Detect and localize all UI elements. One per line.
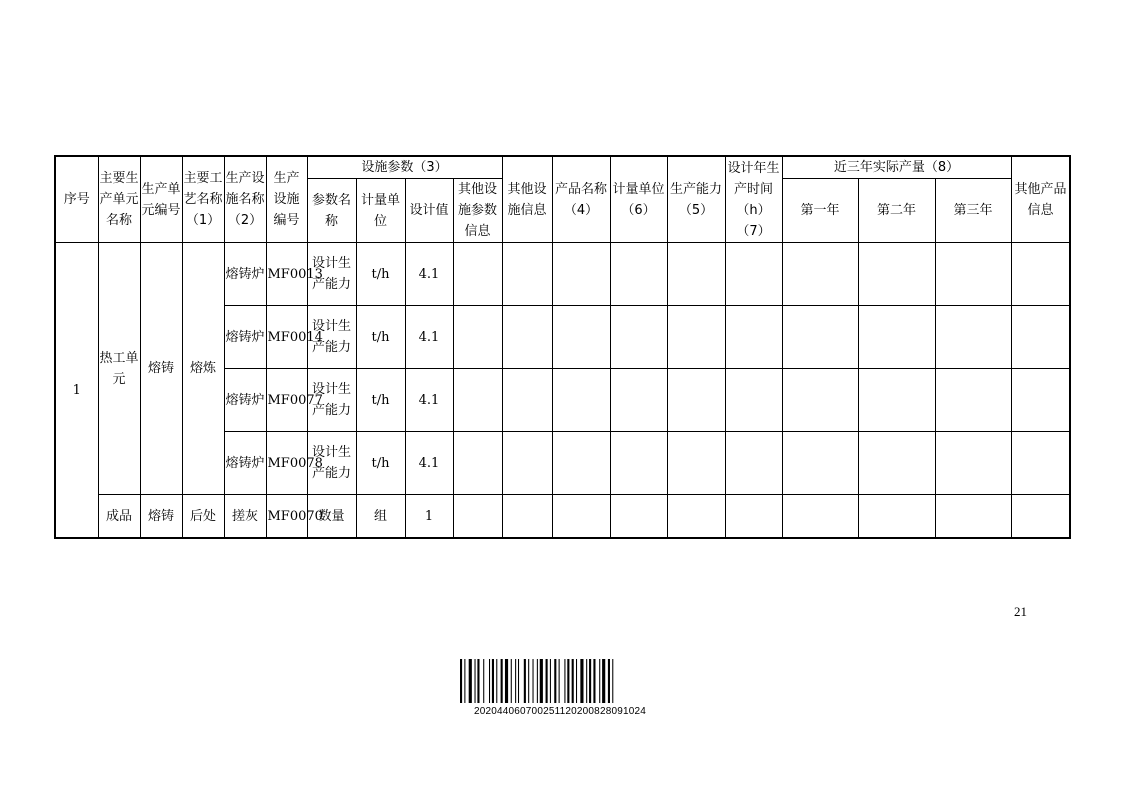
header-seq: 序号: [55, 156, 98, 243]
facility-code-cell: MF0078: [266, 432, 307, 495]
empty-cell: [782, 369, 858, 432]
barcode-icon: [460, 659, 660, 703]
header-year2: 第二年: [858, 179, 935, 243]
header-other-product: 其他产品信息: [1011, 156, 1070, 243]
empty-cell: [667, 432, 725, 495]
unit-name-cell: 热工单元: [98, 243, 140, 495]
empty-cell: [782, 306, 858, 369]
header-facility-name: 生产设施名称（2）: [224, 156, 266, 243]
table-row: [55, 495, 1070, 539]
facility-name-cell: 熔铸炉: [224, 369, 266, 432]
unit-cell: t/h: [356, 243, 405, 306]
empty-cell: [1011, 432, 1070, 495]
facility-name-cell: 熔铸炉: [224, 243, 266, 306]
barcode-number: 20204406070025112020082809​1024: [473, 706, 647, 717]
unit-code-cell: 熔铸: [140, 495, 182, 539]
empty-cell: [667, 369, 725, 432]
param-name-cell: 设计生产能力: [307, 306, 356, 369]
header-capacity: 生产能力（5）: [667, 156, 725, 243]
empty-cell: [552, 369, 610, 432]
empty-cell: [858, 243, 935, 306]
empty-cell: [552, 495, 610, 539]
header-year1: 第一年: [782, 179, 858, 243]
header-year3: 第三年: [935, 179, 1011, 243]
header-unit: 计量单位: [356, 179, 405, 243]
empty-cell: [858, 432, 935, 495]
empty-cell: [782, 243, 858, 306]
empty-cell: [502, 369, 552, 432]
empty-cell: [552, 432, 610, 495]
unit-code-cell: 熔铸: [140, 243, 182, 495]
param-name-cell: 设计生产能力: [307, 432, 356, 495]
header-process-name: 主要工艺名称（1）: [182, 156, 224, 243]
empty-cell: [782, 495, 858, 539]
unit-cell: 组: [356, 495, 405, 539]
param-name-cell: 设计生产能力: [307, 369, 356, 432]
empty-cell: [453, 243, 502, 306]
empty-cell: [725, 432, 782, 495]
empty-cell: [725, 243, 782, 306]
header-design-time: 设计年生产时间（h）（7）: [725, 156, 782, 243]
row-seq: 1: [55, 243, 98, 539]
facility-name-cell: 熔铸炉: [224, 306, 266, 369]
param-name-cell: 数量: [307, 495, 356, 539]
design-value-cell: 4.1: [405, 432, 453, 495]
empty-cell: [858, 369, 935, 432]
design-value-cell: 4.1: [405, 306, 453, 369]
unit-cell: t/h: [356, 306, 405, 369]
empty-cell: [610, 432, 667, 495]
facility-code-cell: MF0077: [266, 369, 307, 432]
empty-cell: [725, 306, 782, 369]
process-name-cell: 熔炼: [182, 243, 224, 495]
empty-cell: [935, 369, 1011, 432]
empty-cell: [935, 306, 1011, 369]
empty-cell: [610, 369, 667, 432]
design-value-cell: 1: [405, 495, 453, 539]
empty-cell: [935, 495, 1011, 539]
facility-name-cell: 熔铸炉: [224, 432, 266, 495]
facility-code-cell: MF0014: [266, 306, 307, 369]
header-other-param-info: 其他设施参数信息: [453, 179, 502, 243]
empty-cell: [610, 243, 667, 306]
empty-cell: [610, 306, 667, 369]
empty-cell: [453, 306, 502, 369]
empty-cell: [1011, 495, 1070, 539]
table-row: [55, 243, 1070, 306]
header-other-facility-info: 其他设施信息: [502, 156, 552, 243]
empty-cell: [858, 495, 935, 539]
header-output-three-years: 近三年实际产量（8）: [782, 156, 1011, 179]
header-facility-params: 设施参数（3）: [307, 156, 502, 179]
empty-cell: [1011, 369, 1070, 432]
empty-cell: [858, 306, 935, 369]
empty-cell: [1011, 306, 1070, 369]
header-main-unit-name: 主要生产单元名称: [98, 156, 140, 243]
design-value-cell: 4.1: [405, 243, 453, 306]
header-unit-code: 生产单元编号: [140, 156, 182, 243]
process-name-cell: 后处: [182, 495, 224, 539]
design-value-cell: 4.1: [405, 369, 453, 432]
empty-cell: [725, 495, 782, 539]
header-product-name: 产品名称（4）: [552, 156, 610, 243]
facility-name-cell: 搓灰: [224, 495, 266, 539]
page-number: 21: [1014, 604, 1027, 619]
unit-cell: t/h: [356, 432, 405, 495]
header-product-unit: 计量单位（6）: [610, 156, 667, 243]
unit-name-cell: 成品: [98, 495, 140, 539]
empty-cell: [935, 243, 1011, 306]
empty-cell: [667, 243, 725, 306]
param-name-cell: 设计生产能力: [307, 243, 356, 306]
empty-cell: [453, 432, 502, 495]
empty-cell: [667, 306, 725, 369]
empty-cell: [453, 369, 502, 432]
empty-cell: [782, 432, 858, 495]
header-param-name: 参数名称: [307, 179, 356, 243]
empty-cell: [502, 306, 552, 369]
facility-table: [54, 155, 1071, 539]
empty-cell: [502, 432, 552, 495]
empty-cell: [453, 495, 502, 539]
empty-cell: [1011, 243, 1070, 306]
empty-cell: [552, 306, 610, 369]
header-design-value: 设计值: [405, 179, 453, 243]
empty-cell: [502, 495, 552, 539]
facility-code-cell: MF0013: [266, 243, 307, 306]
empty-cell: [667, 495, 725, 539]
empty-cell: [610, 495, 667, 539]
empty-cell: [935, 432, 1011, 495]
header-facility-code: 生产设施编号: [266, 156, 307, 243]
empty-cell: [725, 369, 782, 432]
facility-code-cell: MF0070: [266, 495, 307, 539]
unit-cell: t/h: [356, 369, 405, 432]
empty-cell: [502, 243, 552, 306]
empty-cell: [552, 243, 610, 306]
